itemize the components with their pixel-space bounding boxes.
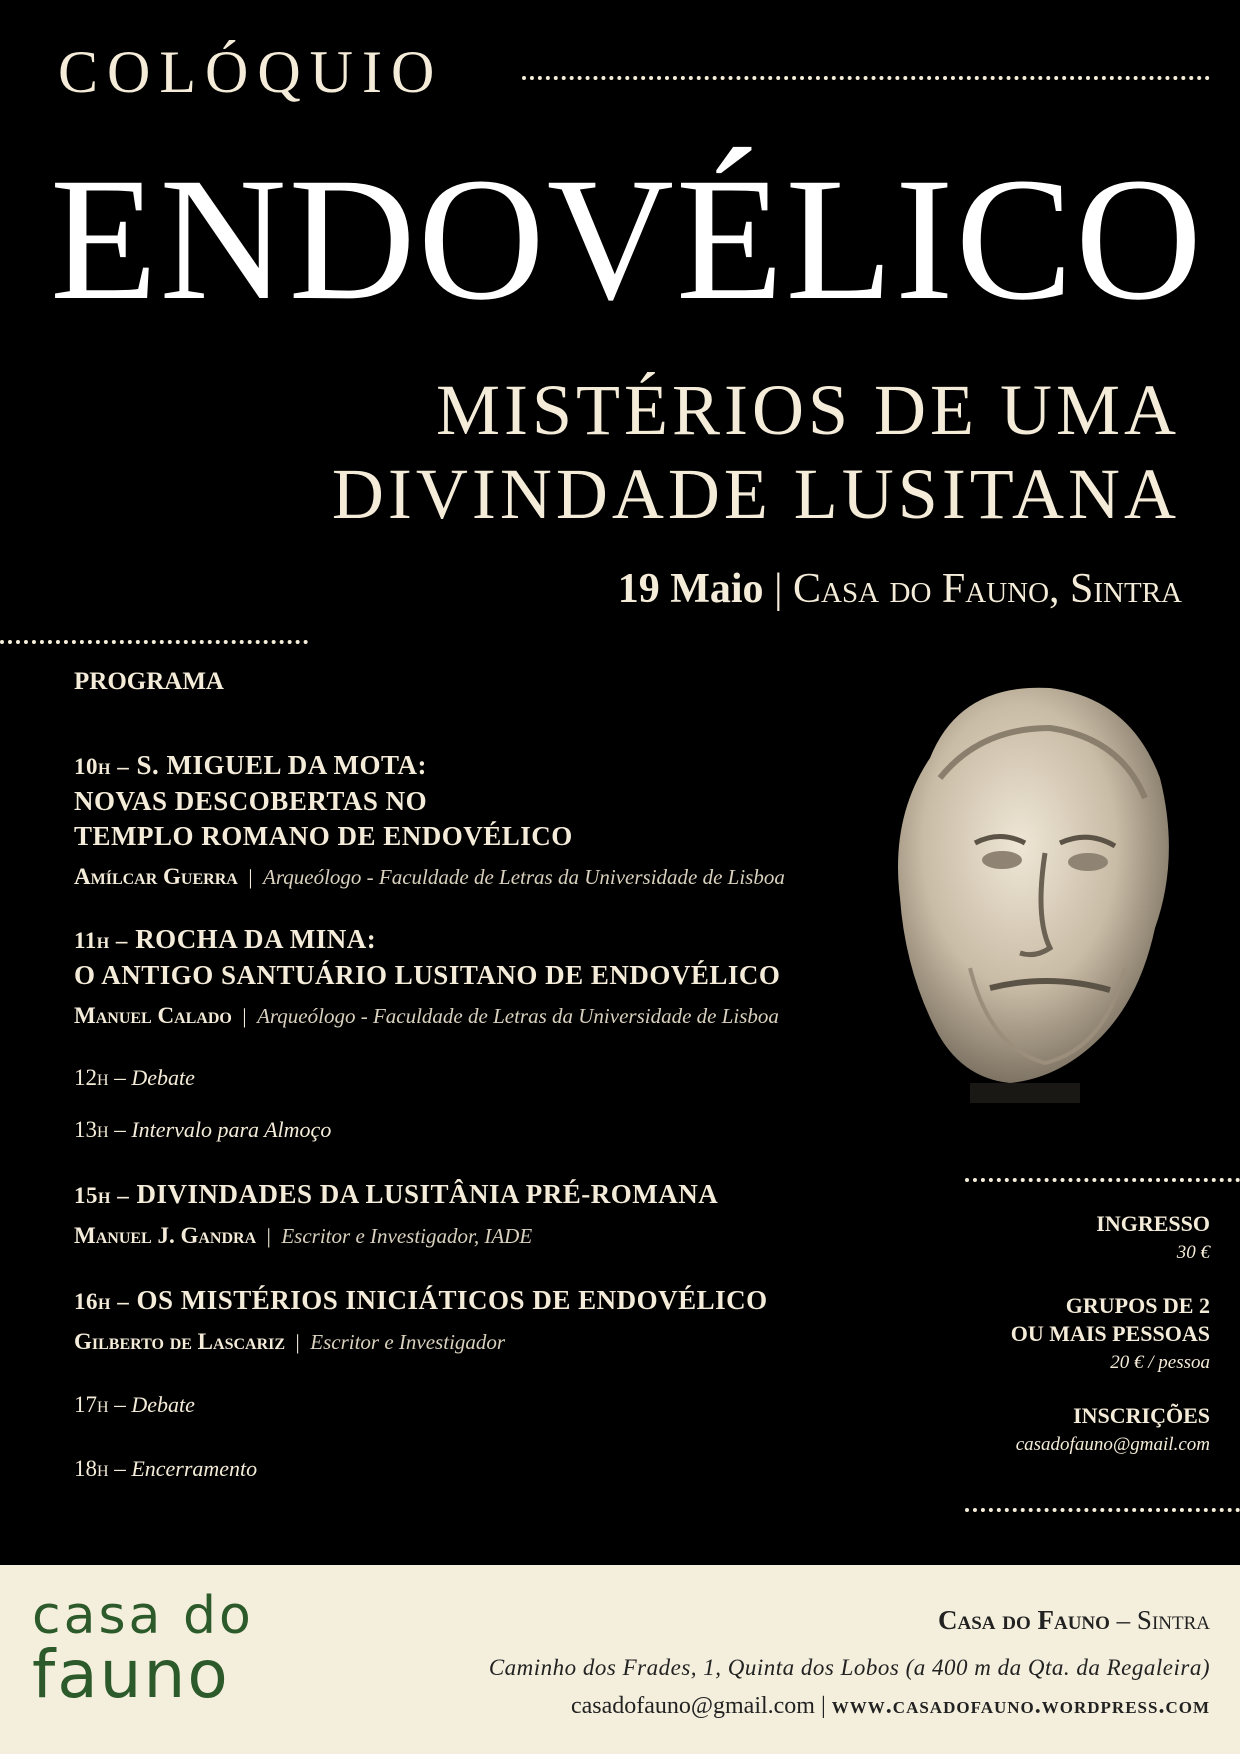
talk-2: 11h – ROCHA DA MINA: O ANTIGO SANTUÁRIO LUSITANO DE ENDOVÉLICO Manuel Calado | Arqueólogo - Faculdade de Letras da Universidade de Lisboa (74, 924, 781, 1028)
event-time: 18h – (74, 1456, 126, 1481)
venue-name: Casa do Fauno (937, 1605, 1110, 1635)
speaker-affiliation: Arqueólogo - Faculdade de Letras da Universidade de Lisboa (257, 1004, 779, 1028)
talk-title-line: S. MIGUEL DA MOTA: (136, 750, 427, 780)
event-label: Encerramento (131, 1456, 258, 1481)
speaker-affiliation: Arqueólogo - Faculdade de Letras da Universidade de Lisboa (263, 865, 785, 889)
speaker-name: Gilberto de Lascariz (74, 1329, 286, 1354)
inscricoes-email[interactable]: casadofauno@gmail.com (1015, 1434, 1210, 1455)
talk-4: 16h – OS MISTÉRIOS INICIÁTICOS DE ENDOVÉLICO Gilberto de Lascariz | Escritor e Investigador (74, 1285, 768, 1354)
footer-email[interactable]: casadofauno@gmail.com (570, 1693, 815, 1719)
event-row (74, 1392, 195, 1418)
footer-address: Caminho dos Frades, 1, Quinta dos Lobos (a 400 m da Qta. da Regaleira) (488, 1655, 1210, 1680)
marble-bust-image (860, 668, 1180, 1118)
event-venue: Casa do Fauno, Sintra (792, 566, 1182, 612)
talk-title-line: ROCHA DA MINA: (135, 924, 377, 954)
event-date: 19 Maio (617, 566, 764, 612)
ingresso-label: INGRESSO (1096, 1211, 1210, 1236)
info-panel (1011, 1210, 1210, 1460)
event-subtitle (332, 368, 1180, 536)
talk-title-line: TEMPLO ROMANO DE ENDOVÉLICO (74, 821, 573, 851)
talk-time: 16h – (74, 1289, 130, 1314)
footer-contact (571, 1693, 1210, 1720)
event-time: 13h – (74, 1117, 126, 1142)
talk-time: 10h – (74, 754, 130, 779)
event-label: Debate (131, 1392, 195, 1417)
footer-venue-name (938, 1605, 1210, 1636)
casa-do-fauno-logo (32, 1586, 254, 1713)
talk-title-line: O ANTIGO SANTUÁRIO LUSITANO DE ENDOVÉLICO (74, 960, 781, 990)
event-time: 17h – (74, 1392, 126, 1417)
event-time: 12h – (74, 1065, 126, 1090)
event-label: Debate (131, 1065, 195, 1090)
kicker: COLÓQUIO (58, 39, 444, 105)
grupos-label-1: GRUPOS DE 2 (1065, 1293, 1210, 1318)
talk-time: 15h – (74, 1183, 130, 1208)
subtitle-line-1: MISTÉRIOS DE UMA (435, 370, 1180, 450)
dateline-separator: | (774, 566, 783, 612)
footer-website-link[interactable]: www.casadofauno.wordpress.com (831, 1693, 1210, 1719)
event-label: Intervalo para Almoço (131, 1117, 332, 1142)
info-divider-bottom (965, 1508, 1240, 1512)
venue-location: – Sintra (1116, 1605, 1210, 1635)
talk-title-line: OS MISTÉRIOS INICIÁTICOS DE ENDOVÉLICO (136, 1285, 768, 1315)
footer-separator: | (820, 1693, 826, 1719)
speaker-name: Amílcar Guerra (74, 864, 238, 889)
event-row (74, 1117, 331, 1143)
grupos-value: 20 € / pessoa (1110, 1352, 1210, 1373)
event-row (74, 1456, 257, 1482)
dateline (618, 565, 1182, 613)
talk-title-line: DIVINDADES DA LUSITÂNIA PRÉ-ROMANA (136, 1179, 719, 1209)
speaker-affiliation: Escritor e Investigador, IADE (281, 1224, 533, 1248)
talk-time: 11h – (74, 928, 128, 953)
subtitle-line-2: DIVINDADE LUSITANA (331, 454, 1180, 534)
grupos-label-2: OU MAIS PESSOAS (1010, 1321, 1210, 1346)
speaker-name: Manuel Calado (74, 1003, 232, 1028)
info-divider-top (965, 1178, 1240, 1182)
speaker-name: Manuel J. Gandra (74, 1223, 257, 1248)
program-divider (0, 640, 308, 644)
talk-3: 15h – DIVINDADES DA LUSITÂNIA PRÉ-ROMANA Manuel J. Gandra | Escritor e Investigador, IADE (74, 1179, 719, 1248)
speaker-affiliation: Escritor e Investigador (310, 1330, 506, 1354)
talk-1: 10h – S. MIGUEL DA MOTA: NOVAS DESCOBERTAS NO TEMPLO ROMANO DE ENDOVÉLICO Amílcar Guerra | Arqueólogo - Faculdade de Letras da Universidade de Lisboa (74, 750, 785, 889)
talk-title-line: NOVAS DESCOBERTAS NO (74, 786, 428, 816)
footer (0, 1565, 1240, 1754)
kicker-divider (522, 76, 1210, 80)
event-title: ENDOVÉLICO (50, 142, 1205, 337)
logo-line-1: casa do (32, 1586, 254, 1646)
event-row (74, 1065, 195, 1091)
logo-line-2: fauno (32, 1636, 230, 1713)
program-heading: PROGRAMA (74, 668, 224, 695)
inscricoes-label: INSCRIÇÕES (1073, 1403, 1210, 1428)
ingresso-value: 30 € (1176, 1242, 1210, 1263)
